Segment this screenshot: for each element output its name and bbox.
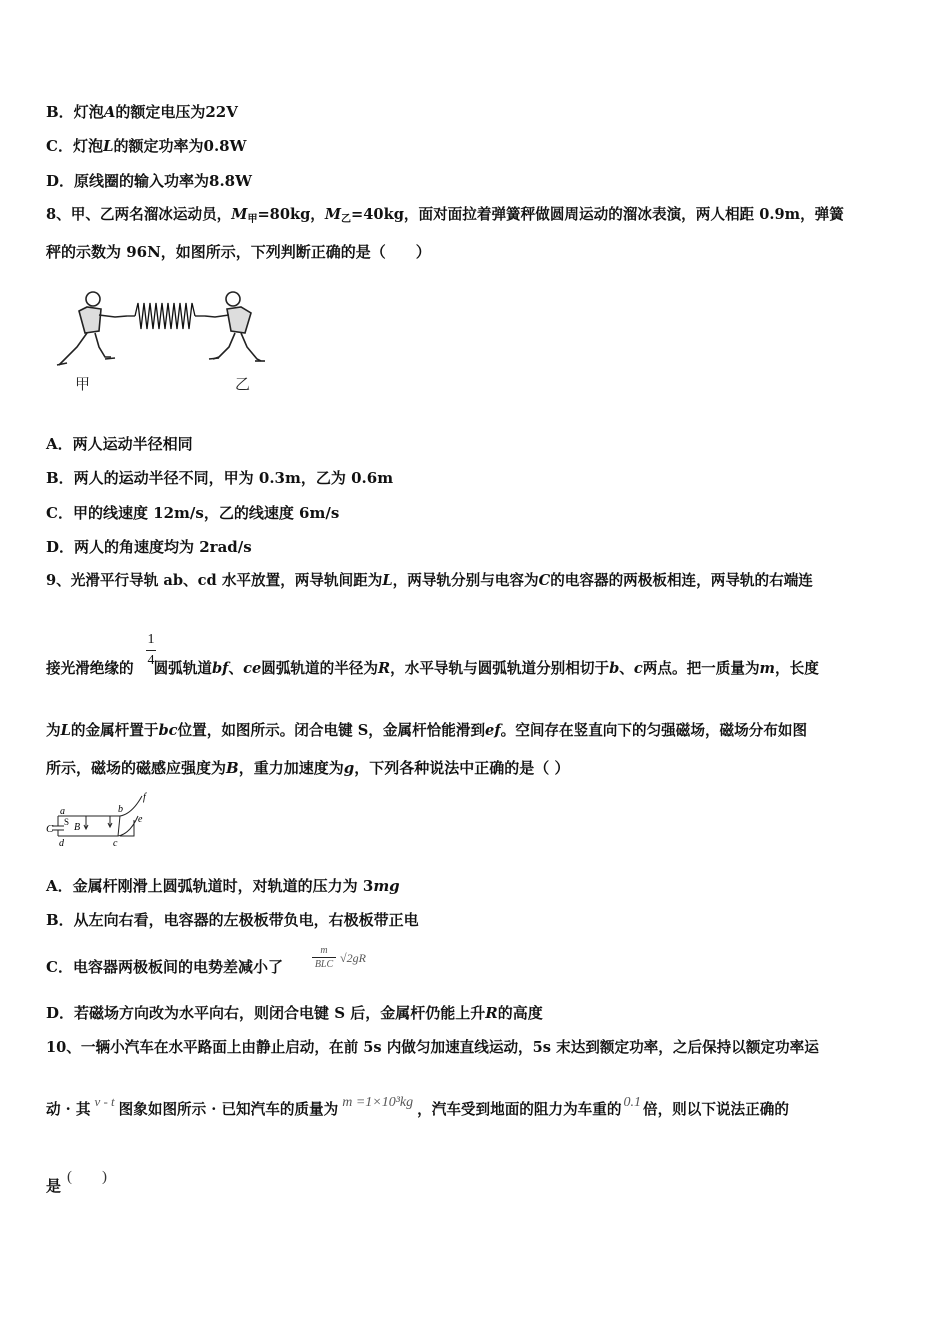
q8-skaters-figure xyxy=(55,285,275,400)
fig-label-a: a xyxy=(60,806,65,817)
q10-mass-expression: m =1×10³kg xyxy=(342,1095,414,1110)
fig-label-b: b xyxy=(118,804,123,815)
skater-left xyxy=(57,292,127,365)
q7-option-c: C．灯泡L的额定功率为0.8W xyxy=(46,137,247,155)
fig-label-f: f xyxy=(143,792,146,803)
q9-option-d: D．若磁场方向改为水平向右，则闭合电键 S 后，金属杆仍能上升R的高度 xyxy=(46,1004,543,1022)
fig-label-switch: S xyxy=(64,817,70,827)
q7-option-b: B．灯泡A的额定电压为22V xyxy=(46,103,238,121)
q9-option-b: B．从左向右看，电容器的左极板带负电，右极板带正电 xyxy=(46,911,419,929)
q8-stem-line2: 秤的示数为 96N，如图所示，下列判断正确的是（ ） xyxy=(46,243,431,261)
q8-option-b: B．两人的运动半径不同，甲为 0.3m，乙为 0.6m xyxy=(46,469,394,487)
spring-balance xyxy=(127,303,205,329)
q8-option-a: A．两人运动半径相同 xyxy=(46,435,193,453)
q10-ratio: 0.1 xyxy=(623,1095,641,1110)
q7-option-d: D．原线圈的输入功率为8.8W xyxy=(46,172,252,190)
skater-right xyxy=(205,292,265,361)
q9-option-a: A．金属杆刚滑上圆弧轨道时，对轨道的压力为 3mg xyxy=(46,877,400,895)
fig-label-c: c xyxy=(113,838,118,849)
q10-vt-symbol: v - t xyxy=(94,1094,115,1109)
q10-answer-paren: ( ) xyxy=(67,1169,108,1185)
q8-stem-line1: 8、甲、乙两名溜冰运动员，$M_甲=80kg$，$M_乙=40kg$，面对面拉着弹簧秤做圆周运动的溜冰表演，两人相距 0.9m，弹簧 xyxy=(46,206,844,225)
q10-stem-line1: 10、一辆小汽车在水平路面上由静止启动，在前 5s 内做匀加速直线运动，5s 末达到额定功率，之后保持以额定功率运 xyxy=(46,1039,819,1056)
q9-option-c-fraction: m BLC xyxy=(312,945,336,970)
label-jia: 甲 xyxy=(75,377,91,393)
q9-option-c-radical: √2gR xyxy=(340,951,366,965)
q8-option-c: C．甲的线速度 12m/s，乙的线速度 6m/s xyxy=(46,504,340,522)
fig-label-d: d xyxy=(59,838,64,849)
q9-rail-figure xyxy=(46,790,166,852)
q9-option-c: C．电容器两极板间的电势差减小了 xyxy=(46,958,283,976)
q10-stem-line2: 动 · 其 v - t 图象如图所示 · 已知汽车的质量为 m =1×10³kg ，汽车受到地面的阻力为车重的 0.1 倍，则以下说法正确的 xyxy=(46,1094,789,1118)
fig-label-e: e xyxy=(138,814,143,825)
q9-rail-svg xyxy=(46,790,166,852)
fig-label-capacitor: C xyxy=(46,823,54,835)
q9-stem-line3: 为L的金属杆置于bc位置，如图所示。闭合电键 S，金属杆恰能滑到ef。空间存在竖直向下的匀强磁场，磁场分布如图 xyxy=(46,722,808,739)
label-yi: 乙 xyxy=(235,377,251,393)
q9-quarter-fraction: 1 4 xyxy=(147,632,155,668)
q9-stem-line4: 所示，磁场的磁感应强度为B，重力加速度为g，下列各种说法中正确的是（ ） xyxy=(46,759,570,777)
fig-label-field: B xyxy=(74,822,81,833)
q10-stem-line3: 是 ( ) xyxy=(46,1169,108,1195)
q8-option-d: D．两人的角速度均为 2rad/s xyxy=(46,538,252,556)
q9-stem-line2: 接光滑绝缘的 圆弧轨道bf、ce圆弧轨道的半径为R，水平导轨与圆弧轨道分别相切于b、c两点。把一质量为m，长度 xyxy=(46,660,819,677)
q9-stem-line1: 9、光滑平行导轨 ab、cd 水平放置，两导轨间距为L，两导轨分别与电容为C的电容器的两极板相连，两导轨的右端连 xyxy=(46,572,813,589)
q8-skaters-svg xyxy=(55,285,275,400)
